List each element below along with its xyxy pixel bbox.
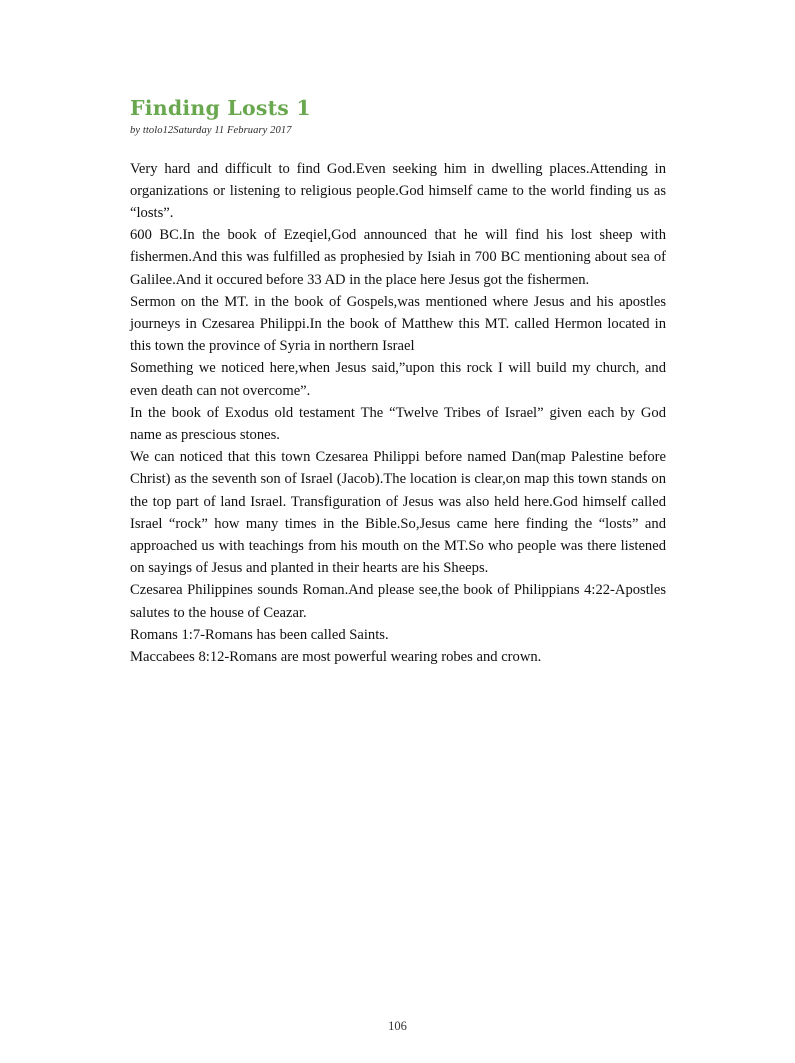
page-number: 106 [388,1019,407,1033]
paragraph: Something we noticed here,when Jesus said,”upon this rock I will build my church, and even death can not overcome”. [130,360,666,399]
paragraph: 600 BC.In the book of Ezeqiel,God announced that he will find his lost sheep with fishermen.And this was fulfilled as prophesied by Isiah in 700 BC mentioning about sea of Galilee.And it occured before 33 AD in the place here Jesus got the fishermen. [130,227,666,288]
document-content [130,96,666,668]
paragraph: We can noticed that this town Czesarea Philippi before named Dan(map Palestine before Christ) as the seventh son of Israel (Jacob).The location is clear,on map this town stands on the top part of land Israel. Transfiguration of Jesus was also held here.God himself called Israel “rock” how many times in the Bible.So,Jesus came here finding the “losts” and approached us with teachings from his mouth on the MT.So who people was there listened on sayings of Jesus and planted in their hearts are his Sheeps. [130,449,666,577]
paragraph: Very hard and difficult to find God.Even seeking him in dwelling places.Attending in organizations or listening to religious people.God himself came to the world finding us as “losts”. [130,160,666,221]
body-text [130,158,666,669]
paragraph: Romans 1:7-Romans has been called Saints. [130,626,389,643]
paragraph: In the book of Exodus old testament The “Twelve Tribes of Israel” given each by God name as prescious stones. [130,404,666,444]
paragraph: Sermon on the MT. in the book of Gospels,was mentioned where Jesus and his apostles journeys in Czesarea Philippi.In the book of Matthew this MT. called Hermon located in this town the province of Syria in northern Israel [130,293,666,355]
byline: by ttolo12Saturday 11 February 2017 [130,124,292,136]
page-title: Finding Losts 1 [130,96,311,120]
paragraph: Maccabees 8:12-Romans are most powerful wearing robes and crown. [130,649,542,666]
paragraph: Czesarea Philippines sounds Roman.And please see,the book of Philippians 4:22-Apostles salutes to the house of Ceazar. [130,582,666,621]
